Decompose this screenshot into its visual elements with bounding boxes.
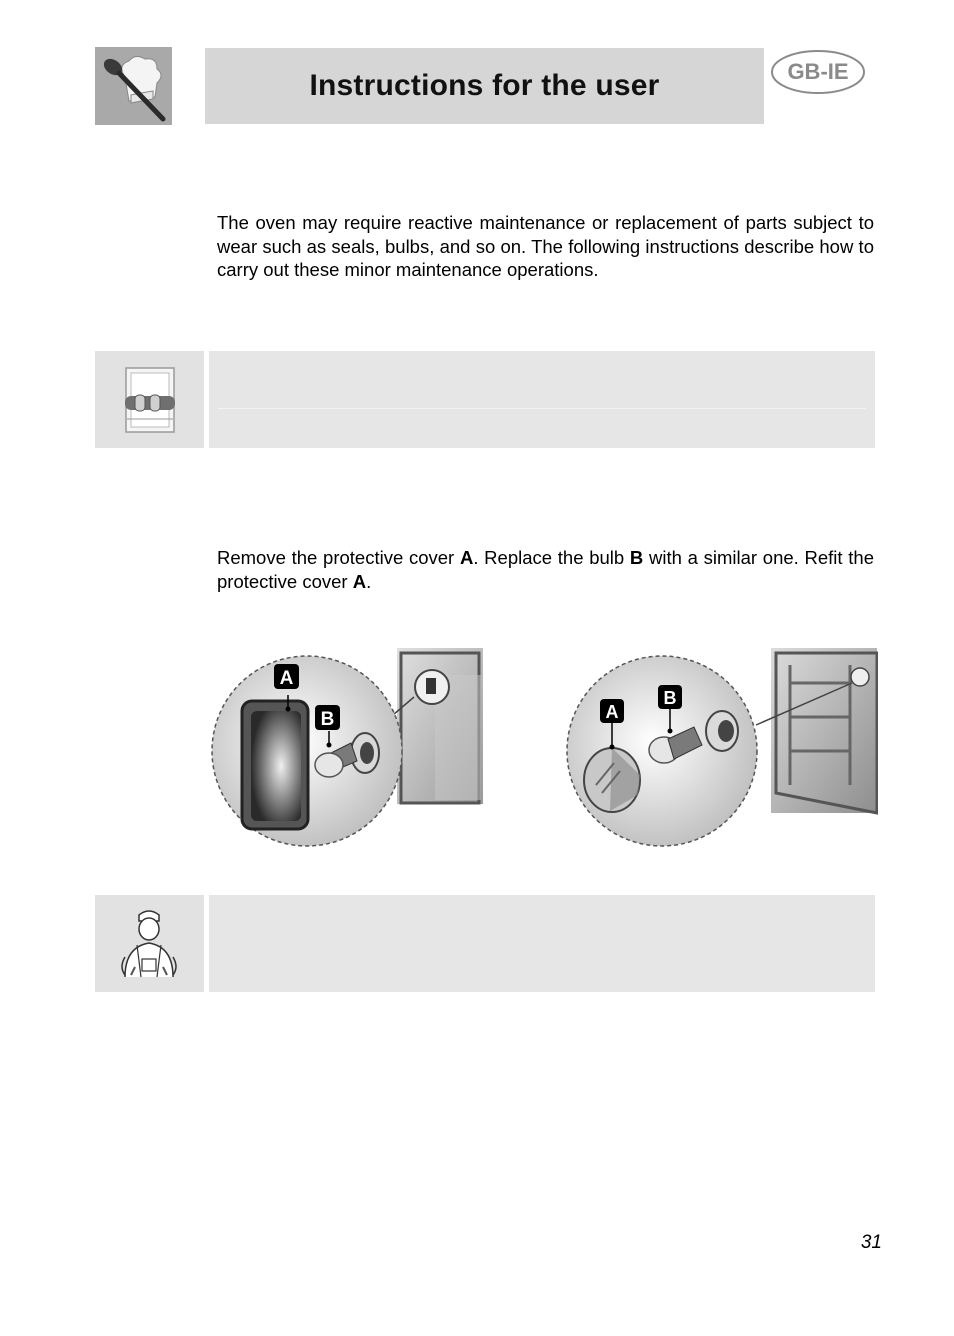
header-title-bar xyxy=(205,48,764,124)
bulb-illustration-side xyxy=(205,645,485,850)
section-icon-cell xyxy=(95,351,204,448)
region-badge-label: GB-IE xyxy=(787,59,849,84)
spoon-chef-hat-icon xyxy=(95,47,172,125)
cover-label: A xyxy=(352,570,367,592)
cover-label: A xyxy=(459,547,474,568)
section-bar xyxy=(209,351,875,448)
section-divider xyxy=(218,408,866,409)
instruction-text: with a similar one. Refit the protective cover xyxy=(217,547,874,592)
instruction-text: Remove the protective cover xyxy=(217,547,460,568)
instruction-text: . Replace the bulb xyxy=(473,547,630,568)
section-icon-cell xyxy=(95,895,204,992)
page-number: 31 xyxy=(860,1232,882,1253)
bulb-illustration-rear xyxy=(560,645,878,850)
label-a: A xyxy=(279,668,294,689)
section-bar xyxy=(209,895,875,992)
bulb-instruction xyxy=(217,546,874,593)
label-b: B xyxy=(320,709,335,730)
bulb-label: B xyxy=(629,547,644,568)
page-title: Instructions for the user xyxy=(309,69,660,102)
instruction-text: . xyxy=(366,570,372,592)
label-b: B xyxy=(663,688,677,708)
intro-paragraph: The oven may require reactive maintenance or replacement of parts subject to wear such as seals, bulbs, and so on. The following instructions describe how to carry out these minor maintenance operations. xyxy=(217,212,874,280)
oven-lamp-icon xyxy=(95,351,204,448)
label-a: A xyxy=(605,702,619,722)
region-badge xyxy=(770,49,866,95)
technician-icon xyxy=(95,895,204,992)
brand-logo xyxy=(95,47,172,125)
